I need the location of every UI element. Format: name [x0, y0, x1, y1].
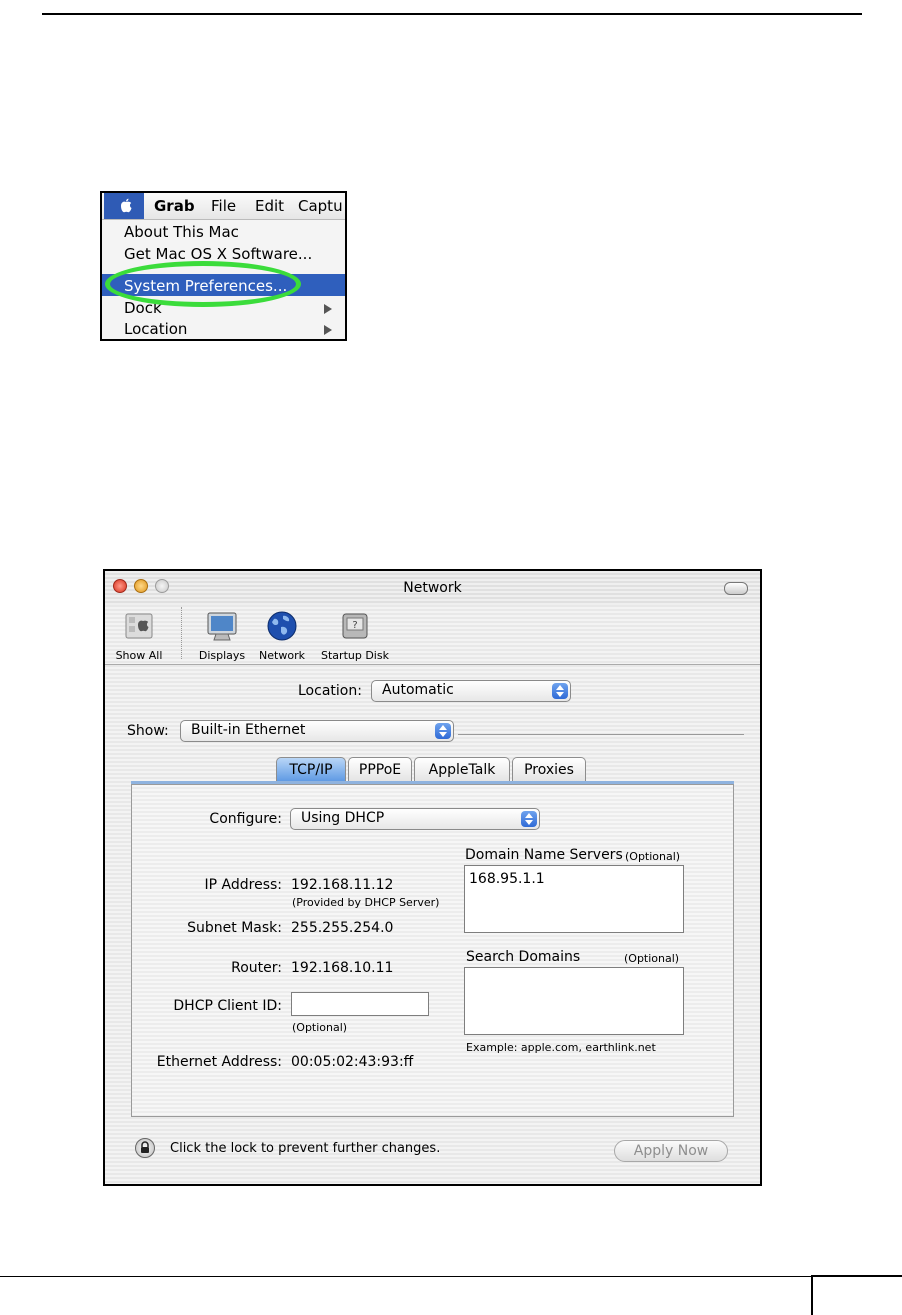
apple-logo-icon [118, 198, 134, 214]
toolbar-show-all[interactable] [109, 610, 169, 662]
menubar-grab[interactable]: Grab [154, 197, 195, 215]
toolbar-displays[interactable] [193, 610, 251, 662]
search-domains-example: Example: apple.com, earthlink.net [466, 1041, 656, 1054]
show-divider [458, 734, 744, 735]
configure-label: Configure: [209, 811, 282, 827]
menubar-edit[interactable]: Edit [255, 197, 285, 215]
subnet-mask-label: Subnet Mask: [187, 920, 282, 936]
dns-optional: (Optional) [625, 850, 681, 863]
monitor-icon [206, 610, 238, 642]
tab-appletalk[interactable]: AppleTalk [414, 757, 510, 782]
apple-menu-tab[interactable] [104, 193, 144, 219]
dhcp-client-id-label: DHCP Client ID: [173, 998, 282, 1014]
toolbar-label-network: Network [259, 649, 305, 662]
lock-icon[interactable] [135, 1138, 155, 1158]
submenu-arrow-icon [324, 304, 332, 314]
show-label: Show: [127, 723, 169, 739]
menu-bar [102, 193, 345, 220]
toolbar-separator [181, 607, 182, 659]
globe-icon [266, 610, 298, 642]
dhcp-client-id-note: (Optional) [292, 1021, 348, 1034]
location-label: Location: [298, 683, 362, 699]
tab-proxies[interactable]: Proxies [512, 757, 586, 782]
toolbar [105, 605, 760, 663]
footer-rule [0, 1276, 812, 1277]
tcpip-pane [131, 784, 734, 1117]
ip-address-label: IP Address: [204, 877, 282, 893]
ethernet-address-value: 00:05:02:43:93:ff [291, 1054, 414, 1070]
location-popup[interactable] [371, 680, 571, 702]
padlock-icon [136, 1139, 154, 1157]
search-domains-field[interactable] [464, 967, 684, 1035]
menu-item-dock[interactable]: Dock [124, 299, 162, 317]
ip-address-value: 192.168.11.12 [291, 877, 394, 893]
menu-item-location[interactable]: Location [124, 320, 188, 338]
search-domains-label: Search Domains [466, 949, 581, 965]
show-value: Built-in Ethernet [191, 722, 306, 738]
search-domains-optional: (Optional) [624, 952, 680, 965]
subnet-mask-value: 255.255.254.0 [291, 920, 394, 936]
popup-arrows-icon [435, 723, 451, 739]
toolbar-label-displays: Displays [198, 649, 246, 662]
apply-now-button[interactable]: Apply Now [614, 1140, 728, 1162]
lock-message: Click the lock to prevent further changes. [170, 1141, 441, 1156]
toolbar-startup-disk[interactable] [317, 610, 393, 662]
toolbar-label-startup-disk: Startup Disk [321, 649, 389, 662]
popup-arrows-icon [521, 811, 537, 827]
apple-prefs-icon [123, 610, 155, 642]
configure-value: Using DHCP [301, 810, 385, 826]
popup-arrows-icon [552, 683, 568, 699]
svg-text:?: ? [352, 620, 358, 631]
header-rule [42, 13, 862, 15]
dns-label: Domain Name Servers [465, 847, 623, 863]
toolbar-divider [105, 664, 760, 665]
menubar-capture[interactable]: Captu [298, 197, 343, 215]
highlight-circle [105, 261, 301, 307]
toolbar-network[interactable] [257, 610, 307, 662]
apple-menu-screenshot [100, 191, 347, 341]
configure-popup[interactable] [290, 808, 540, 830]
window-title: Network [403, 580, 462, 596]
menu-item-about[interactable]: About This Mac [124, 223, 239, 241]
disk-icon [339, 610, 371, 642]
menu-item-software[interactable]: Get Mac OS X Software... [124, 245, 313, 263]
network-window [103, 569, 762, 1186]
page-number-box [811, 1275, 902, 1315]
toolbar-toggle-button[interactable] [724, 582, 748, 595]
show-popup[interactable] [180, 720, 454, 742]
dhcp-client-id-field[interactable] [291, 992, 429, 1016]
menu-item-system-preferences[interactable]: System Preferences... [124, 277, 288, 295]
ip-address-note: (Provided by DHCP Server) [292, 896, 440, 909]
submenu-arrow-icon [324, 325, 332, 335]
router-label: Router: [231, 960, 282, 976]
location-value: Automatic [382, 682, 454, 698]
dns-field[interactable]: 168.95.1.1 [464, 865, 684, 933]
tab-pppoe[interactable]: PPPoE [348, 757, 412, 782]
router-value: 192.168.10.11 [291, 960, 394, 976]
tab-tcpip[interactable]: TCP/IP [276, 757, 346, 782]
toolbar-label-show-all: Show All [115, 649, 163, 662]
title-bar [105, 571, 760, 605]
menubar-file[interactable]: File [211, 197, 237, 215]
ethernet-address-label: Ethernet Address: [156, 1054, 282, 1070]
